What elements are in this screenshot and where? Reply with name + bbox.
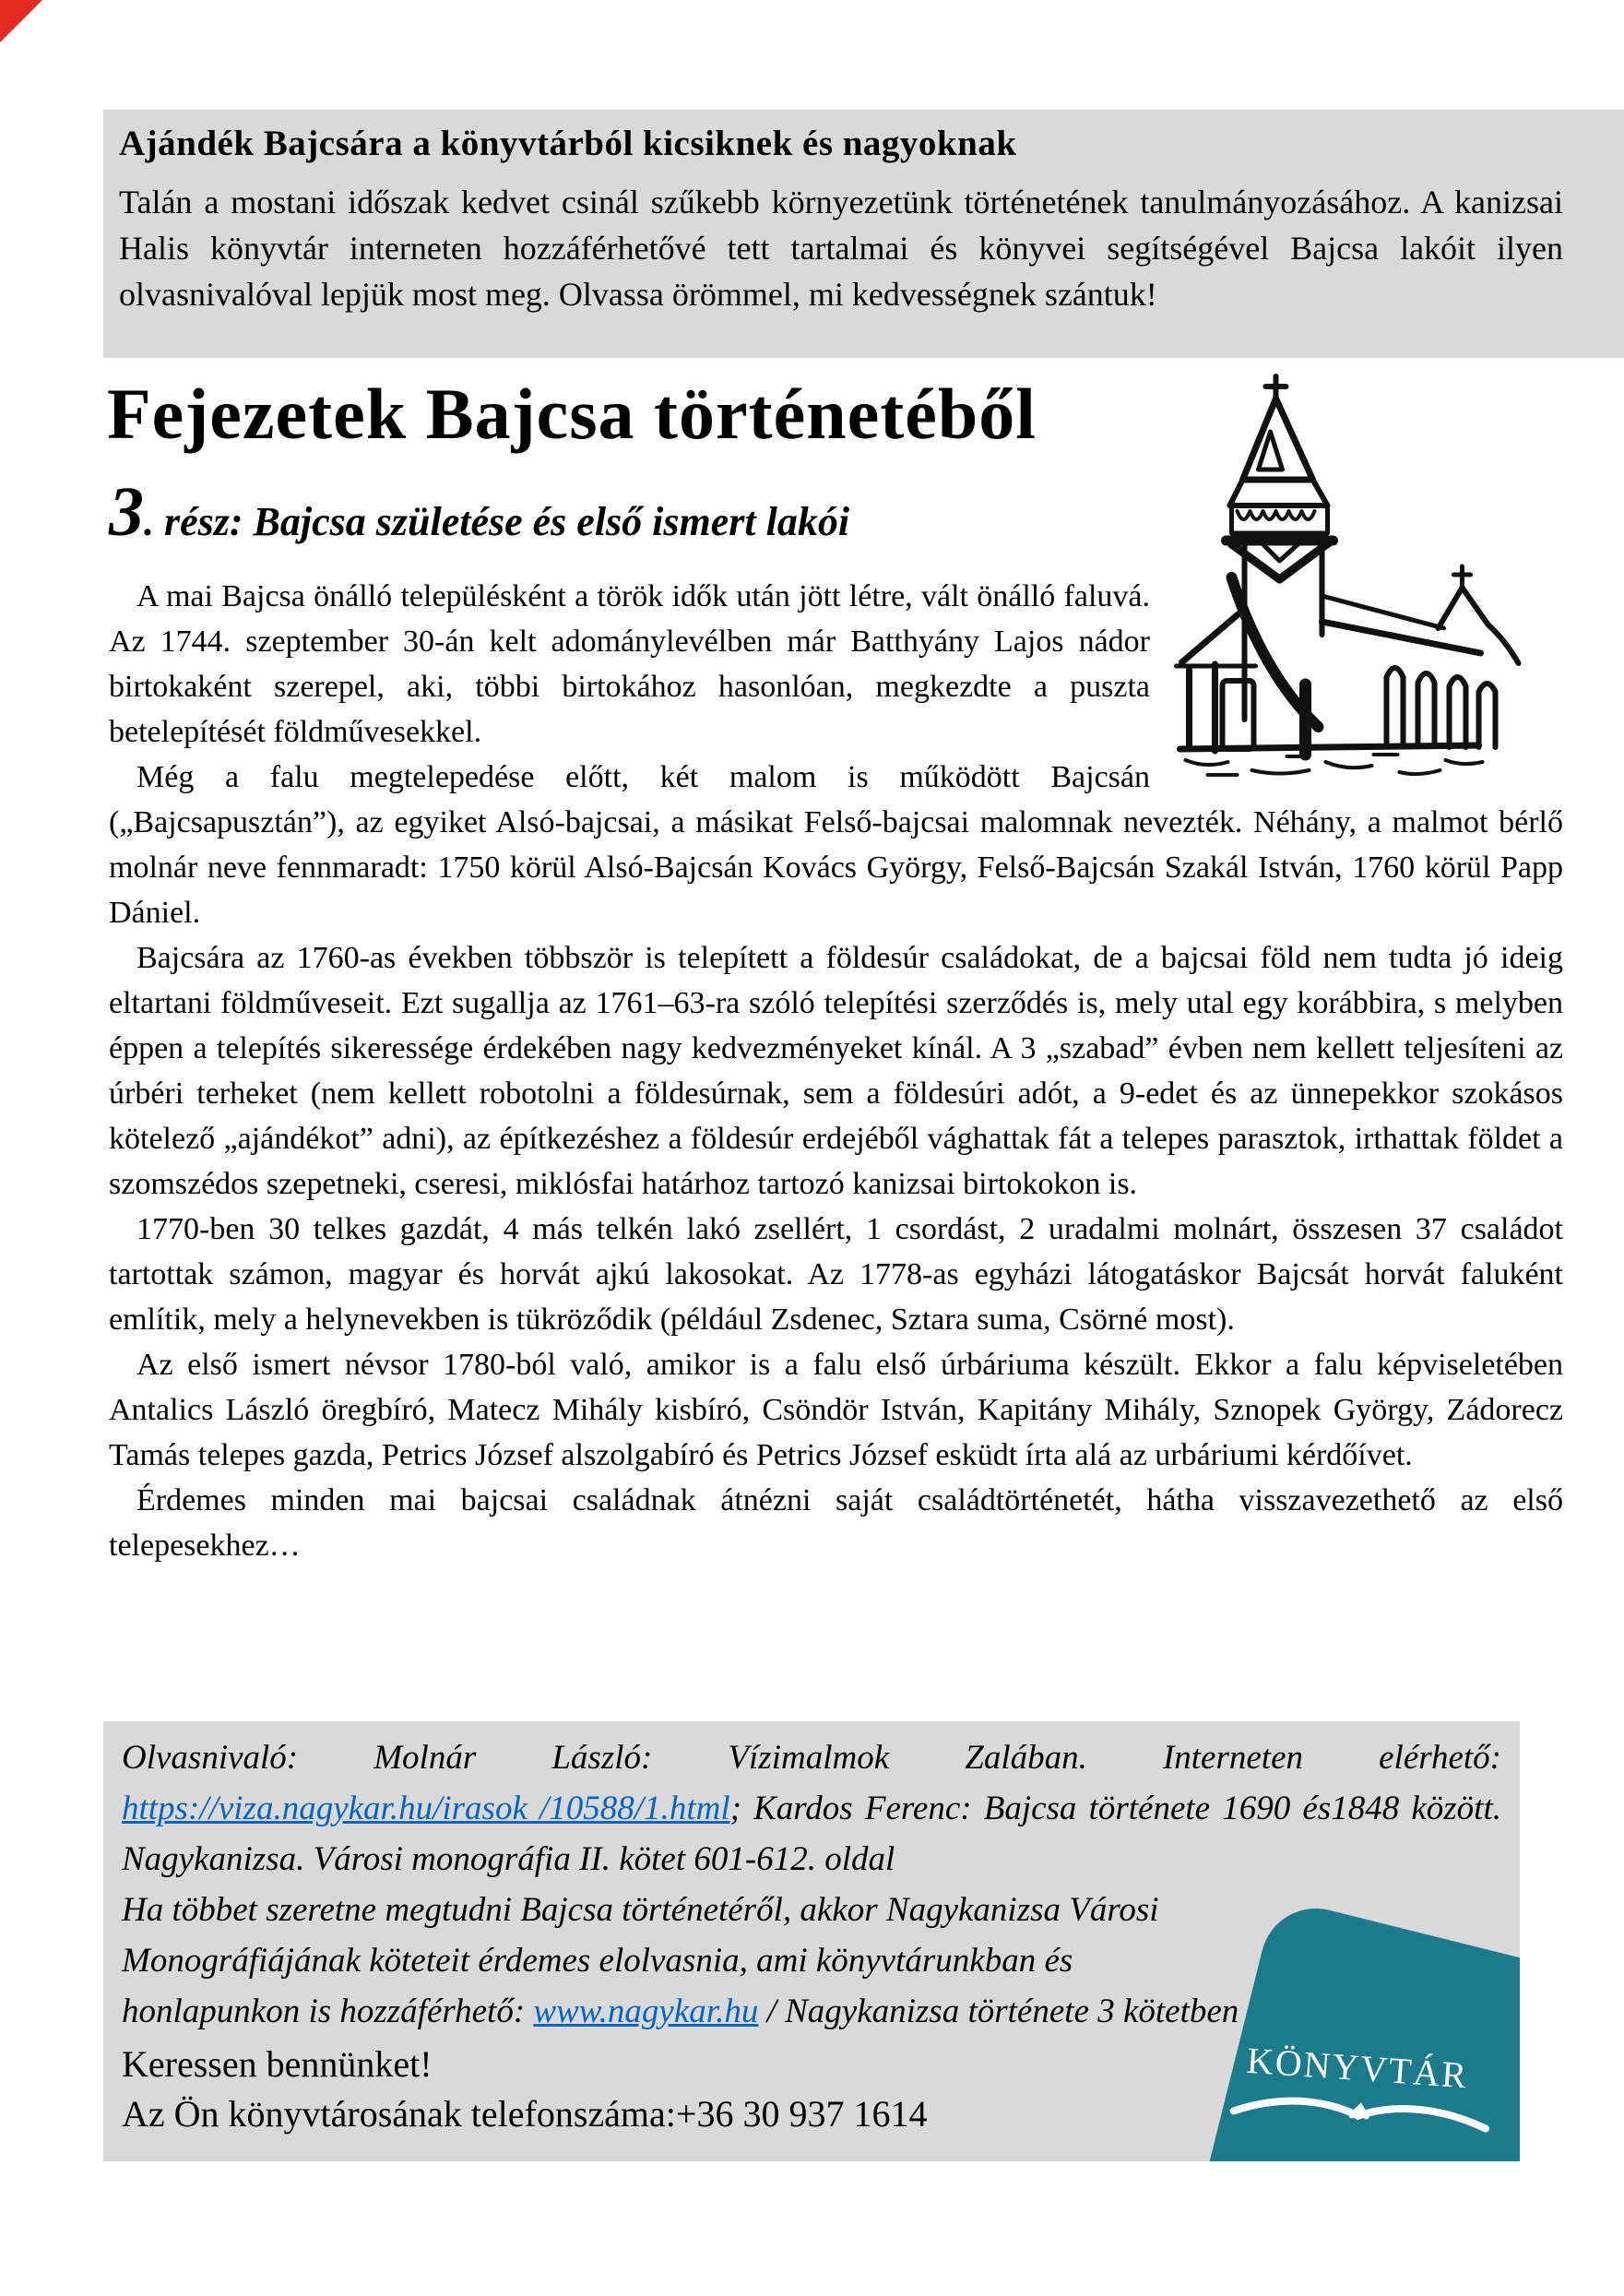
nagykar-link[interactable]: www.nagykar.hu [533, 1993, 759, 2030]
subtitle-part-number: 3 [109, 473, 144, 551]
reading-recommendation [122, 1732, 1501, 1885]
paragraph-3: Bajcsára az 1760-as években többször is telepített a földesúr családokat, de a bajcsai föld nem tudta jó ideig eltartani földműveseit. Ezt sugallja az 1761–63-ra szóló telepítési szerződés is, mely utal egy korábbira, s melyben éppen a telepítés sikeressége érdekében nagy kedvezményeket kínál. A 3 „szabad” évben nem kellett teljesíteni az úrbéri terheket (nem kellett robotolni a földesúrnak, sem a földesúri adót, a 9-edet és az ünnepekkor szokásos kötelező „ajándékot” adni), az építkezéshez a földesúr erdejéből vághattak fát a telepes parasztok, irthattak földet a szomszédos szepetneki, cseresi, miklósfai határhoz tartozó kanizsai birtokokon is. [109, 941, 1563, 1201]
article-body [109, 574, 1563, 1568]
subtitle [109, 472, 849, 553]
reading-prefix: Olvasnivaló: Molnár László: Vízimalmok Zalában. Interneten elérhető: [122, 1739, 1501, 1777]
paragraph-1: A mai Bajcsa önálló településként a török idők után jött létre, vált önálló faluvá. Az 1744. szeptember 30-án kelt adománylevélben már Batthyány Lajos nádor birtokaként szerepel, aki, többi birtokához hasonlóan, megkezdte a puszta betelepítését földművesekkel. [109, 579, 1150, 749]
page-title: Fejezetek Bajcsa történetéből [107, 374, 1037, 454]
subtitle-text: . rész: Bajcsa születése és első ismert lakói [144, 499, 850, 544]
library-logo-text: KÖNYVTÁR [1245, 2039, 1470, 2097]
header-title: Ajándék Bajcsára a könyvtárból kicsiknek és nagyoknak [119, 124, 1017, 163]
paragraph-5: Az első ismert névsor 1780-ból való, amikor is a falu első úrbáriuma készült. Ekkor a falu képviseletében Antalics László öregbíró, Matecz Mihály kisbíró, Csöndör István, Kapitány Mihály, Sznopek György, Zádorecz Tamás telepes gazda, Petrics József alszolgabíró és Petrics József esküdt írta alá az urbáriumi kérdőívet. [109, 1348, 1563, 1472]
more-suffix: / Nagykanizsa története 3 kötetben [758, 1993, 1239, 2030]
paragraph-2: Még a falu megtelepedése előtt, két malom is működött Bajcsán („Bajcsapusztán”), az egyiket Alsó-bajcsai, a másikat Felső-bajcsai malomnak nevezték. Néhány, a malmot bérlő molnár neve fennmaradt: 1750 körül Alsó-Bajcsán Kovács György, Felső-Bajcsán Szakál István, 1760 körül Papp Dániel. [109, 760, 1563, 930]
contact-call-to-action: Keressen bennünket! [122, 2043, 433, 2085]
reading-middle: ; Kardos Ferenc: Bajcsa története 1690 és1848 között. Nagykanizsa. Városi monográfia II. kötet 601-612. oldal [122, 1790, 1501, 1878]
paragraph-4: 1770-ben 30 telkes gazdát, 4 más telkén lakó zsellért, 1 csordást, 2 uradalmi molnárt, összesen 37 családot tartottak számon, magyar és horvát ajkú lakosokat. Az 1778-as egyházi látogatáskor Bajcsát horvát faluként említik, mely a helynevekben is tükröződik (például Zsdenec, Sztara suma, Csörné most). [109, 1212, 1563, 1337]
header-box [103, 110, 1624, 358]
vizimalmok-link[interactable]: https://viza.nagykar.hu/irasok /10588/1.html [122, 1790, 730, 1827]
footer-box [103, 1721, 1520, 2161]
monograph-recommendation [122, 1885, 1247, 2037]
header-body-text: Talán a mostani időszak kedvet csinál szűkebb környezetünk történetének tanulmányozásához. A kanizsai Halis könyvtár interneten hozzáférhetővé tett tartalmai és könyvei segítségével Bajcsa lakóit ilyen olvasnivalóval lepjük most meg. Olvassa örömmel, mi kedvességnek szántuk! [119, 184, 1563, 313]
red-corner-icon [0, 0, 42, 42]
more-prefix: Ha többet szeretne megtudni Bajcsa történetéről, akkor Nagykanizsa Városi Monográfiájának köteteit érdemes elolvasnia, ami könyvtárunkban és honlapunkon is hozzáférhető: [122, 1891, 1159, 2030]
contact-phone-line: Az Ön könyvtárosának telefonszáma:+36 30 937 1614 [122, 2093, 928, 2135]
paragraph-6: Érdemes minden mai bajcsai családnak átnézni saját családtörténetét, hátha visszavezethető az első telepesekhez… [109, 1483, 1563, 1563]
church-wrap-spacer [1150, 574, 1563, 792]
